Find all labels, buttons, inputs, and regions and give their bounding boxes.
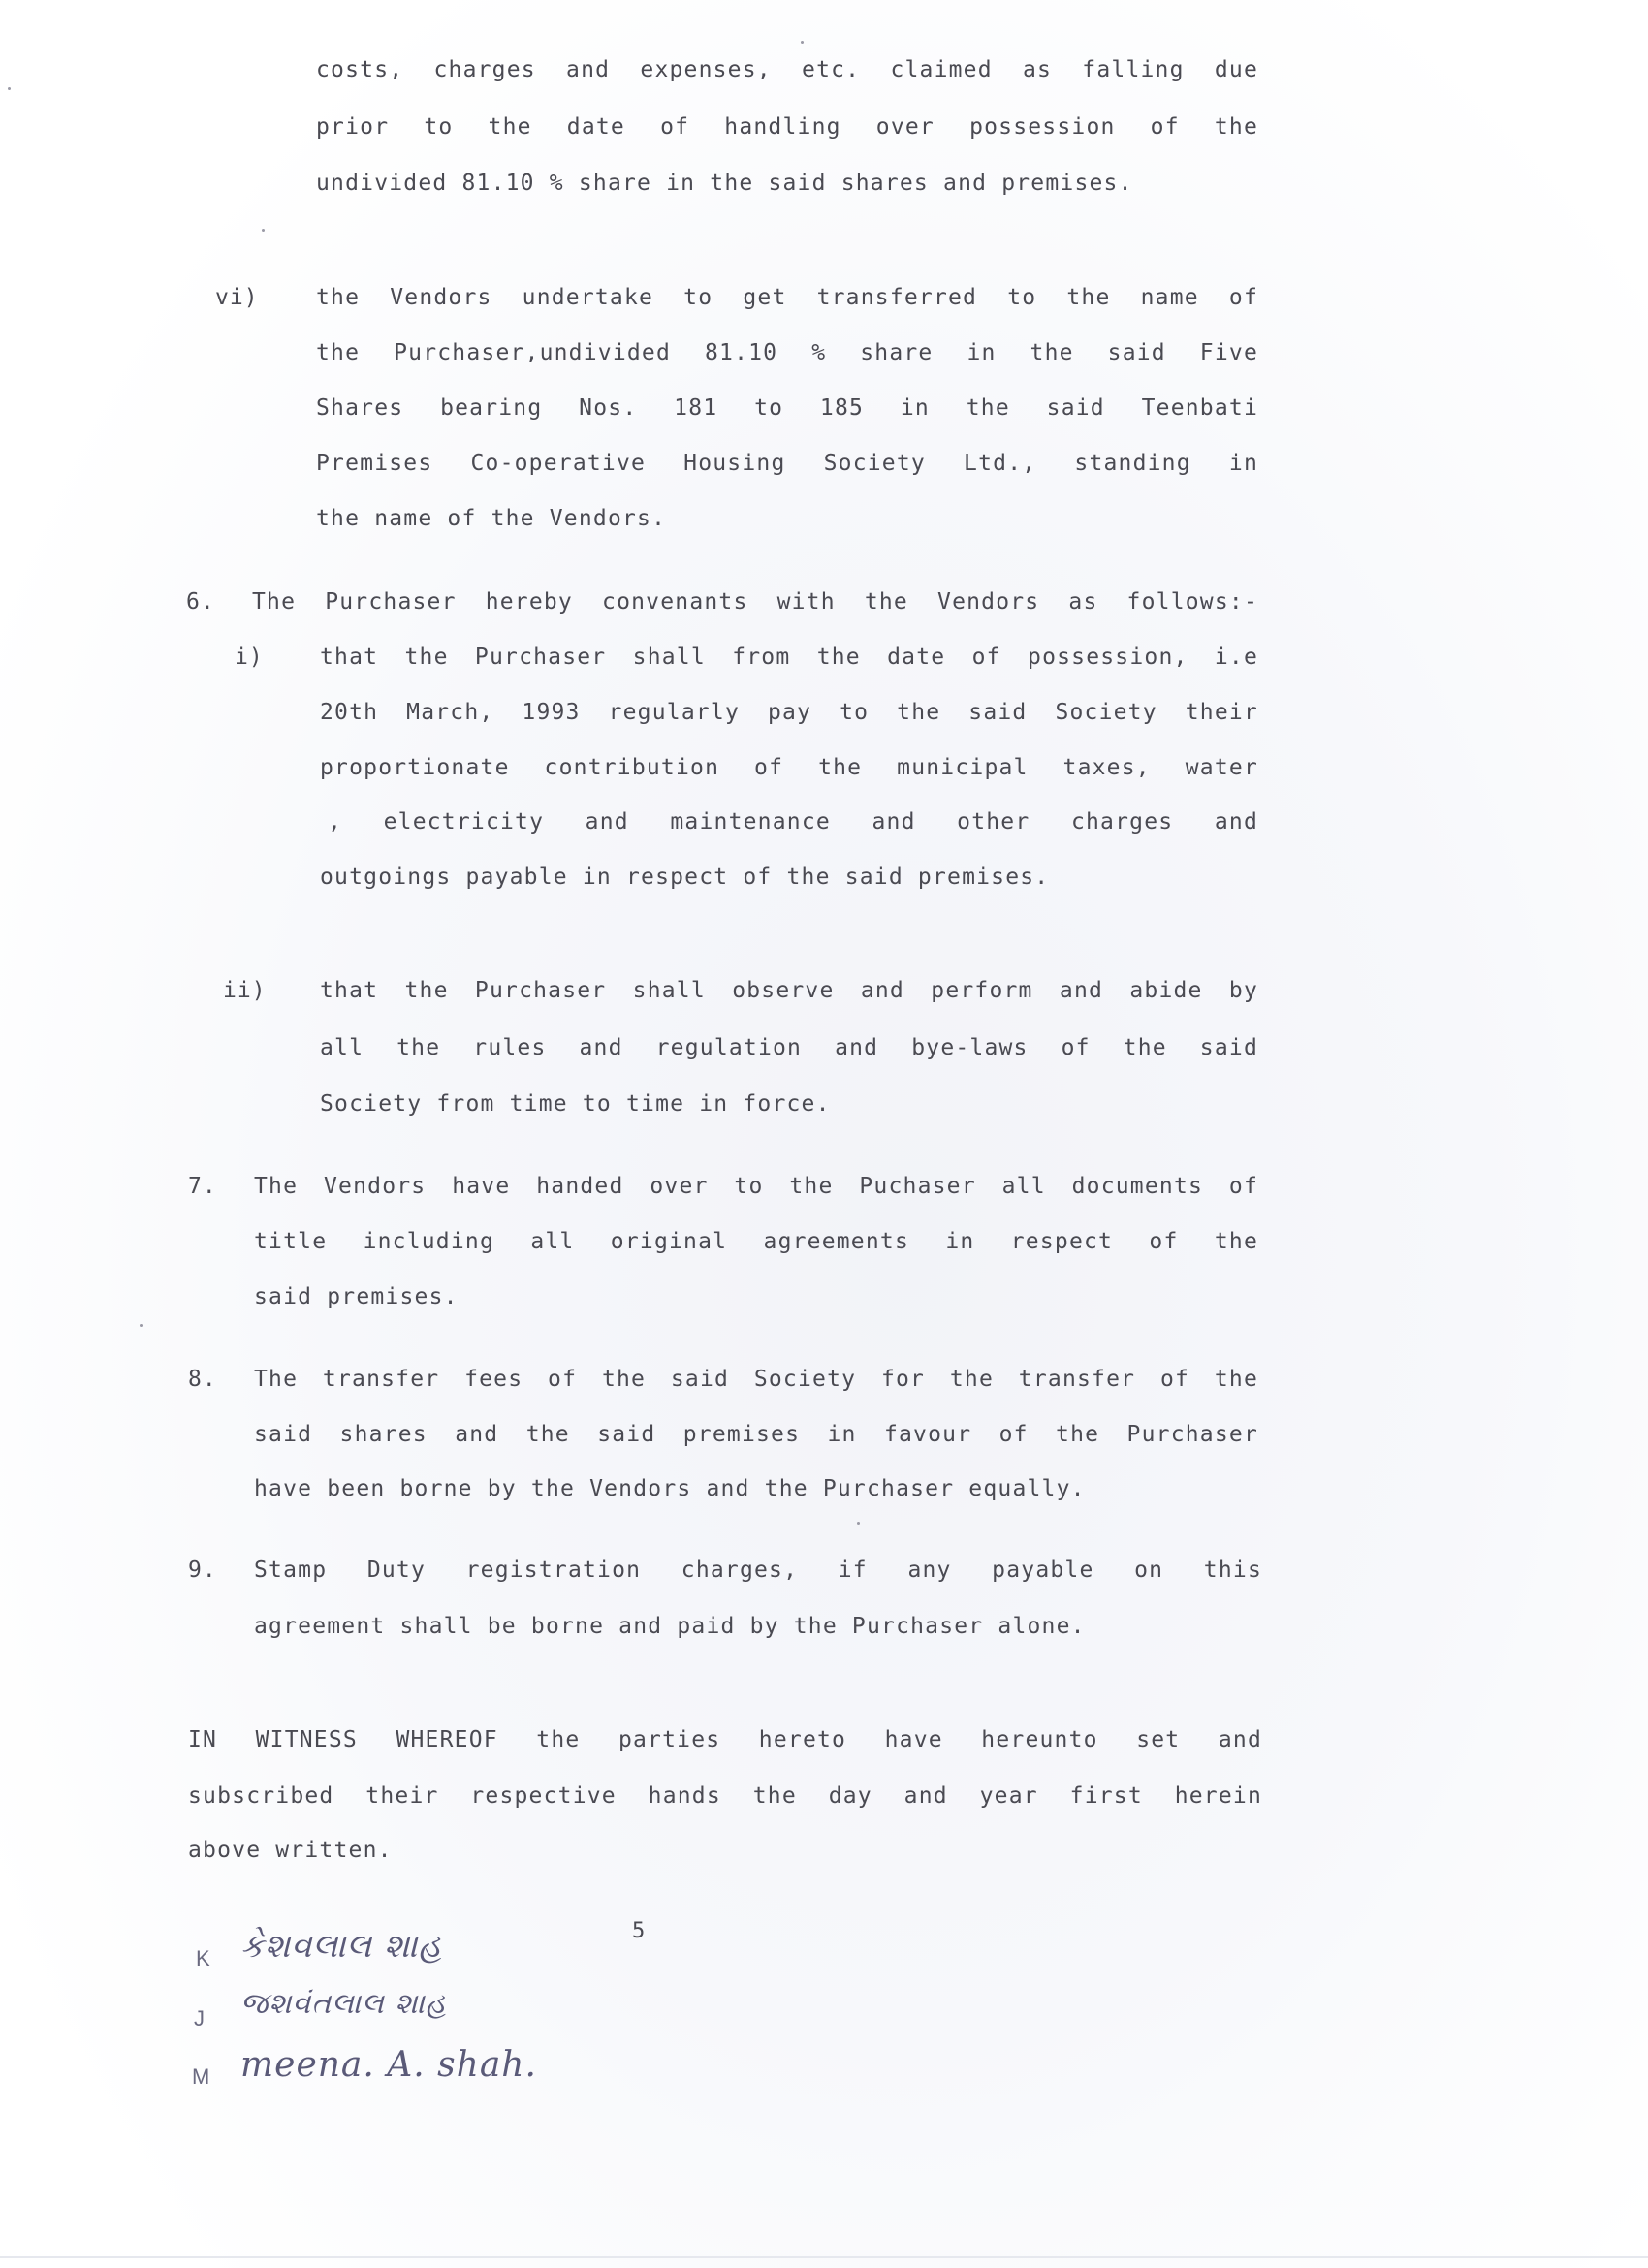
text-line: that the Purchaser shall observe and perform and abide by [320,978,1258,1003]
text-line: outgoings payable in respect of the said premises. [320,865,1050,890]
text-line: above written. [188,1838,393,1863]
text-line: the Purchaser,undivided 81.10 % share in the said Five [316,340,1258,365]
signatory-initial: J [194,2006,205,2031]
text-line: all the rules and regulation and bye-laws of the said [320,1035,1258,1060]
scan-speck [801,41,804,44]
text-line: The transfer fees of the said Society for the transfer of the [254,1367,1258,1392]
text-line: Premises Co-operative Housing Society Ltd., standing in [316,451,1258,476]
text-line: Society from time to time in force. [320,1091,831,1117]
clause-number: 9. [188,1558,217,1583]
page-number: 5 [632,1919,646,1943]
scan-speck [8,87,11,90]
text-line: , electricity and maintenance and other charges and [328,809,1258,835]
text-line: agreement shall be borne and paid by the Purchaser alone. [254,1614,1086,1639]
clause-number: 6. [186,589,215,614]
text-line: the Vendors undertake to get transferred to the name of [316,285,1258,310]
text-line: Shares bearing Nos. 181 to 185 in the said Teenbati [316,395,1258,421]
text-line: said premises. [254,1284,459,1309]
scan-speck [140,1324,143,1327]
text-line: costs, charges and expenses, etc. claimed as falling due [316,57,1258,82]
text-line: IN WITNESS WHEREOF the parties hereto have hereunto set and [188,1727,1262,1752]
clause-marker: i) [235,645,264,670]
signatory-initial: K [196,1946,210,1970]
clause-number: 8. [188,1367,217,1392]
signatory-initial: M [192,2064,210,2089]
text-line: said shares and the said premises in favour of the Purchaser [254,1422,1258,1447]
text-line: have been borne by the Vendors and the Purchaser equally. [254,1476,1086,1501]
text-line: The Purchaser hereby convenants with the Vendors as follows:- [252,589,1258,614]
text-line: prior to the date of handling over possession of the [316,114,1258,140]
text-line: proportionate contribution of the municipal taxes, water [320,755,1258,780]
text-line: that the Purchaser shall from the date of possession, i.e [320,645,1258,670]
text-line: undivided 81.10 % share in the said shares and premises. [316,171,1133,196]
clause-marker: ii) [223,978,267,1003]
text-line: title including all original agreements in respect of the [254,1229,1258,1254]
clause-marker: vi) [215,285,259,310]
clause-number: 7. [188,1174,217,1199]
text-line: 20th March, 1993 regularly pay to the said Society their [320,700,1258,725]
signature: જશવંતલાલ શાહ [240,1987,448,2021]
signature: કેશવલાલ શાહ [240,1927,443,1966]
scan-edge [0,2256,1648,2258]
text-line: The Vendors have handed over to the Puchaser all documents of [254,1174,1258,1199]
scan-speck [262,229,265,232]
text-line: Stamp Duty registration charges, if any payable on this [254,1558,1262,1583]
signature: meena. A. shah. [240,2045,537,2085]
scan-speck [857,1522,860,1525]
text-line: the name of the Vendors. [316,506,667,531]
text-line: subscribed their respective hands the day and year first herein [188,1783,1262,1809]
